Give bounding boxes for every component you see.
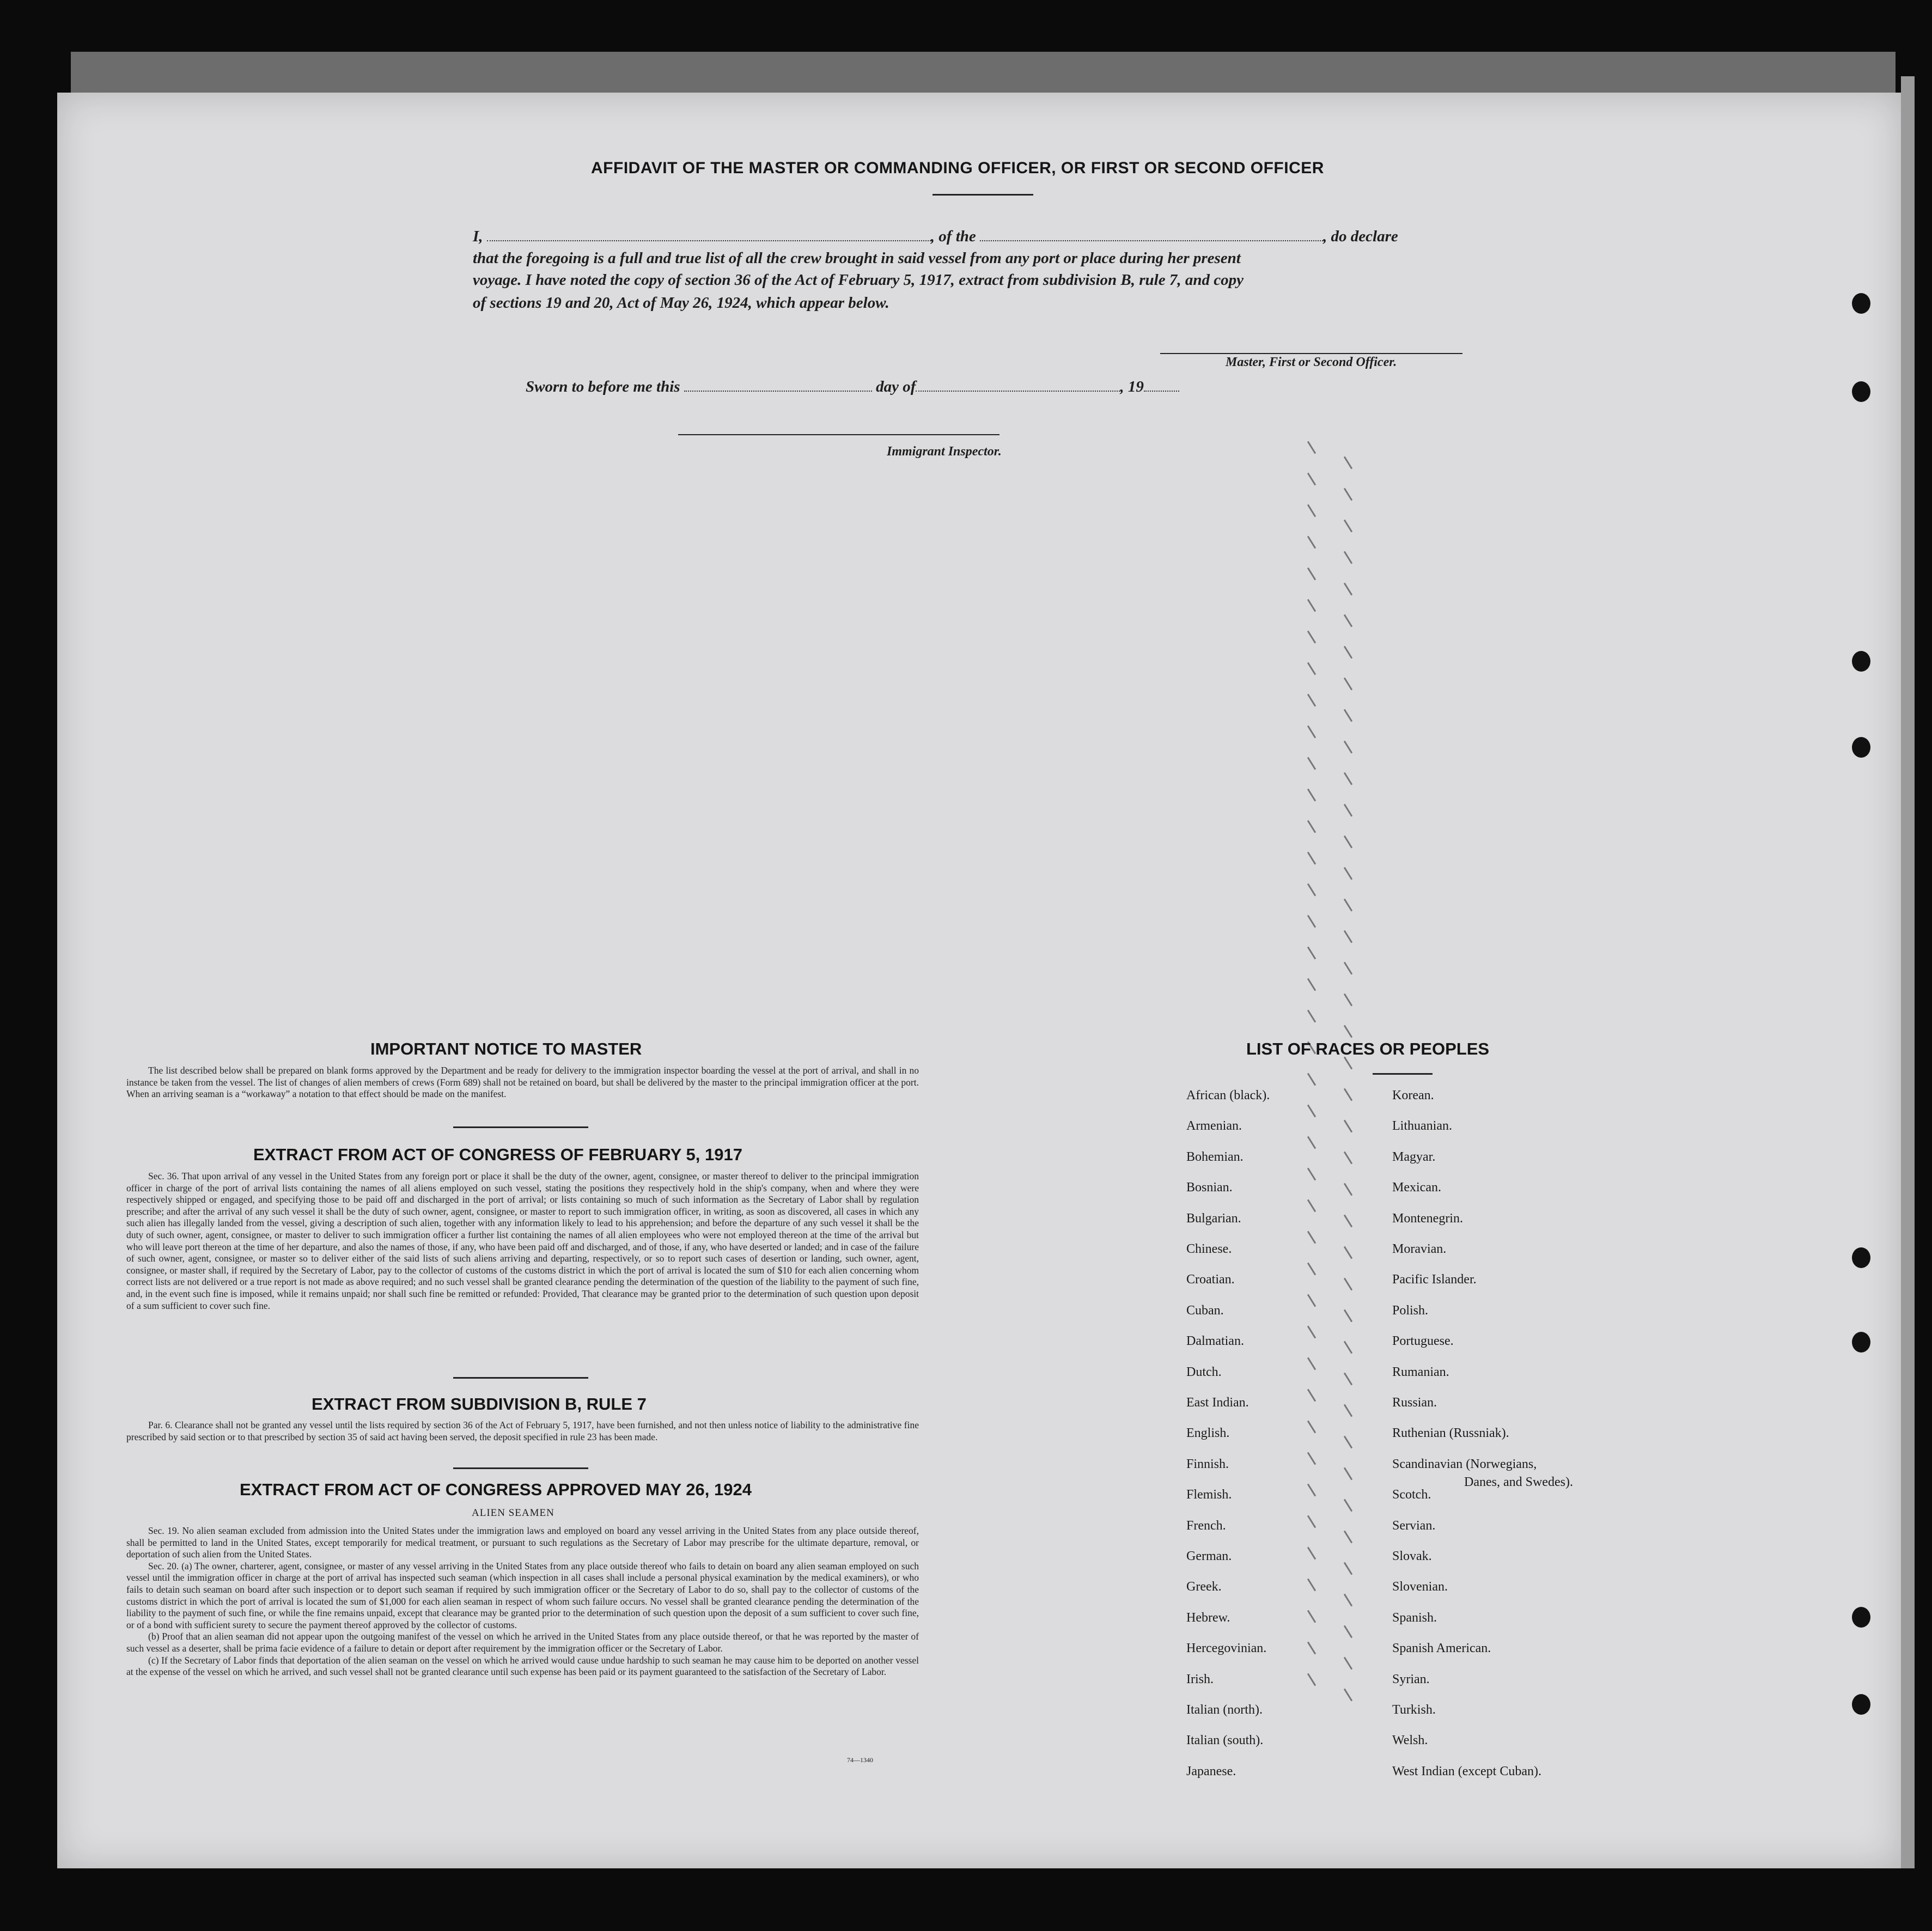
- race-item: Russian.: [1392, 1396, 1437, 1410]
- year-label: , 19: [1120, 378, 1144, 395]
- year-blank: [1144, 391, 1179, 392]
- extract-rule7-body: [126, 1420, 919, 1443]
- declaration-line-2: that the foregoing is a full and true list of all the crew brought in said vessel from any port or place during her present: [473, 249, 1241, 267]
- sec20a-paragraph: Sec. 20. (a) The owner, charterer, agent, consignee, or master of any vessel arriving in the United States from any place outside thereof who fails to detain on board any alien seaman employed on such vessel until the immigration officer in charge at the port of arrival has inspected such seaman (which inspection in all cases shall include a personal physical examination by the medical examiners), or who fails to detain such seaman on board after such inspection or to deport such seaman if required by such immigration officer or the Secretary of Labor to do so, shall pay to the collector of customs of the customs district in which the port of arrival is located the sum of $1,000 for each alien seaman in respect of whom such failure occurs. No vessel shall be granted clearance pending the determination of the liability to the payment of such fine, or while the fine remains unpaid, except that clearance may be granted prior to the determination of such question upon the deposit of a sum sufficient to cover such fine, or of a bond with sufficient surety to secure the payment thereof approved by the collector of customs.: [126, 1560, 919, 1630]
- race-item: Hebrew.: [1186, 1610, 1230, 1625]
- race-item: Cuban.: [1186, 1303, 1224, 1318]
- race-item: Montenegrin.: [1392, 1211, 1463, 1226]
- race-item: Scandinavian (Norwegians,: [1392, 1457, 1537, 1471]
- race-item: German.: [1186, 1549, 1232, 1563]
- race-item: Italian (north).: [1186, 1703, 1263, 1717]
- declaration-line-4: of sections 19 and 20, Act of May 26, 1924, which appear below.: [473, 294, 889, 312]
- race-item: Armenian.: [1186, 1119, 1242, 1134]
- race-item: Croatian.: [1186, 1272, 1235, 1287]
- race-item: Chinese.: [1186, 1242, 1232, 1256]
- race-item: Magyar.: [1392, 1149, 1436, 1164]
- section-rule: [453, 1467, 588, 1469]
- race-item: Spanish American.: [1392, 1641, 1491, 1656]
- declaration-line-1: [473, 228, 1398, 246]
- race-item: Pacific Islander.: [1392, 1272, 1477, 1287]
- race-item: Bosnian.: [1186, 1180, 1233, 1195]
- sec36-paragraph: Sec. 36. That upon arrival of any vessel in the United States from any foreign port or place it shall be the duty of the owner, agent, consignee, or master thereof to deliver to the principal immigration officer in charge of the port of arrival lists containing the names of all aliens employed on such vessel, stating the positions they respectively hold in the ship's company, when and where they were respectively shipped or engaged, and specifying those to be paid off and discharged in the port of arrival; or lists containing so much of such information as the Secretary of Labor shall by regulation prescribe; and after the arrival of any such vessel it shall be the duty of such owner, agent, consignee, or master to report to such immigration officer, in writing, as soon as discovered, all cases in which any such alien has illegally landed from the vessel, giving a description of such alien, together with any information likely to lead to his apprehension; and before the departure of any such vessel it shall be the duty of such owner, agent, consignee, or master to deliver to such immigration officer a further list containing the names of all alien employees who were not employed thereon at the time of the arrival but who will leave port thereon at the time of her departure, and also the names of those, if any, who have been paid off and discharged, and of those, if any, who have deserted or landed; and in case of the failure of such owner, agent, consignee, or master so to deliver either of the said lists of such aliens arriving and departing, respectively, or so to report such cases of desertion or landing, such owner, agent, consignee, or master shall, if required by the Secretary of Labor, pay to the collector of customs of the customs district in which the port of arrival is located the sum of $10 for each alien concerning whom correct lists are not delivered or a true report is not made as above required; and no such vessel shall be granted clearance pending the determination of the question of the liability to the payment of such fine, and, in the event such fine is imposed, while it remains unpaid; nor shall such fine be remitted or refunded: Provided, That clearance may be granted prior to the determination of such question upon deposit of a sum sufficient to cover such fine.: [126, 1171, 919, 1311]
- rule7-paragraph: Par. 6. Clearance shall not be granted any vessel until the lists required by section 36 of the Act of February 5, 1917, have been furnished, and not then unless notice of liability to the administrative fine prescribed by said section or to that prescribed by section 35 of said act having been served, the deposit specified in rule 23 has been made.: [126, 1420, 919, 1442]
- binder-hole: [1852, 293, 1870, 314]
- race-item: Slovenian.: [1392, 1580, 1448, 1594]
- race-item: West Indian (except Cuban).: [1392, 1764, 1541, 1778]
- race-item: Ruthenian (Russniak).: [1392, 1426, 1509, 1441]
- race-item: Dutch.: [1186, 1365, 1222, 1379]
- binder-hole: [1852, 1247, 1870, 1268]
- declaration-of-the: , of the: [930, 228, 976, 245]
- affidavit-title: AFFIDAVIT OF THE MASTER OR COMMANDING OFFICER, OR FIRST OR SECOND OFFICER: [591, 159, 1324, 177]
- binder-hole: [1852, 1607, 1870, 1628]
- race-item: Finnish.: [1186, 1457, 1229, 1471]
- extract-1924-body: [126, 1525, 919, 1678]
- race-item: Irish.: [1186, 1672, 1214, 1686]
- race-item: Italian (south).: [1186, 1733, 1264, 1748]
- master-caption: Master, First or Second Officer.: [1226, 355, 1397, 369]
- sworn-line: [526, 378, 1179, 396]
- declaration-i: I,: [473, 228, 483, 245]
- race-item: Lithuanian.: [1392, 1119, 1452, 1134]
- race-item: African (black).: [1186, 1088, 1270, 1102]
- race-item: Rumanian.: [1392, 1365, 1449, 1379]
- binder-hole: [1852, 1694, 1870, 1715]
- binder-hole: [1852, 737, 1870, 758]
- race-item: Servian.: [1392, 1518, 1436, 1533]
- section-rule: [453, 1377, 588, 1379]
- master-signature-line: [1160, 353, 1462, 354]
- race-item: Mexican.: [1392, 1180, 1441, 1195]
- race-item: Flemish.: [1186, 1488, 1232, 1502]
- race-item: Hercegovinian.: [1186, 1641, 1267, 1656]
- inspector-signature-line: [678, 434, 999, 435]
- name-blank: [487, 240, 931, 241]
- race-item: East Indian.: [1186, 1396, 1249, 1410]
- declaration-line-3: voyage. I have noted the copy of section 36 of the Act of February 5, 1917, extract from subdivision B, rule 7, and copy: [473, 271, 1244, 289]
- page-right-edge: [1901, 76, 1915, 1868]
- inspector-caption: Immigrant Inspector.: [887, 444, 1002, 459]
- sworn-label: Sworn to before me this: [526, 378, 680, 395]
- sec19-paragraph: Sec. 19. No alien seaman excluded from admission into the United States under the immigration laws and employed on board any vessel arriving in the United States from any place outside thereof, shall be permitted to land in the United States, except temporarily for medical treatment, or pursuant to such regulations as the Secretary of Labor may prescribe for the ultimate departure, removal, or deportation of such alien from the United States.: [126, 1525, 919, 1560]
- race-item: French.: [1186, 1518, 1226, 1533]
- race-item: Moravian.: [1392, 1242, 1447, 1256]
- notice-paragraph: The list described below shall be prepared on blank forms approved by the Department and be ready for delivery to the immigration inspector boarding the vessel at the port of arrival, and shall in no instance be taken from the vessel. The list of changes of alien members of crews (Form 689) shall not be retained on board, but shall be delivered by the master to the principal immigration officer at the port. When an arriving seaman is a “workaway” a notation to that effect should be made on the manifest.: [126, 1065, 919, 1100]
- alien-seamen-subtitle: ALIEN SEAMEN: [472, 1507, 554, 1519]
- day-of-label: day of: [876, 378, 916, 395]
- form-number: 74—1340: [847, 1756, 873, 1764]
- race-scandinavian-continued: Danes, and Swedes).: [1464, 1475, 1573, 1489]
- race-item: Bohemian.: [1186, 1149, 1244, 1164]
- races-title: LIST OF RACES OR PEOPLES: [1246, 1039, 1490, 1058]
- vessel-blank: [980, 240, 1323, 241]
- notice-title: IMPORTANT NOTICE TO MASTER: [370, 1039, 642, 1058]
- race-item: Polish.: [1392, 1303, 1429, 1318]
- races-rule: [1373, 1073, 1433, 1075]
- race-item: Scotch.: [1392, 1488, 1431, 1502]
- extract-1917-body: [126, 1171, 919, 1312]
- race-item: Syrian.: [1392, 1672, 1430, 1686]
- binder-hole: [1852, 381, 1870, 402]
- race-item: English.: [1186, 1426, 1230, 1441]
- race-item: Slovak.: [1392, 1549, 1432, 1563]
- race-item: Spanish.: [1392, 1610, 1437, 1625]
- binder-hole: [1852, 1332, 1870, 1353]
- sec20c-paragraph: (c) If the Secretary of Labor finds that deportation of the alien seaman on the vessel on which he arrived would cause undue hardship to such seaman he may cause him to be deported on another vessel at the expense of the vessel on which he arrived, and such vessel shall not be granted clearance until such expense has been paid or its payment guaranteed to the satisfaction of the Secretary of Labor.: [126, 1654, 919, 1678]
- race-item: Japanese.: [1186, 1764, 1236, 1778]
- race-item: Greek.: [1186, 1580, 1222, 1594]
- race-item: Korean.: [1392, 1088, 1434, 1102]
- extract-rule7-title: EXTRACT FROM SUBDIVISION B, RULE 7: [312, 1394, 647, 1414]
- extract-1924-title: EXTRACT FROM ACT OF CONGRESS APPROVED MAY 26, 1924: [240, 1480, 752, 1499]
- month-blank: [916, 391, 1120, 392]
- binder-hole: [1852, 651, 1870, 672]
- day-blank: [684, 391, 872, 392]
- race-item: Bulgarian.: [1186, 1211, 1241, 1226]
- race-item: Portuguese.: [1392, 1334, 1454, 1349]
- section-rule: [453, 1126, 588, 1128]
- notice-body: [126, 1065, 919, 1100]
- sec20b-paragraph: (b) Proof that an alien seaman did not appear upon the outgoing manifest of the vessel on which he arrived in the United States from any place outside thereof, or that he was reported by the master of such vessel as a deserter, shall be prima facie evidence of a failure to detain or deport after requirement by the immigration officer or the Secretary of Labor.: [126, 1631, 919, 1654]
- race-item: Welsh.: [1392, 1733, 1428, 1748]
- title-rule: [933, 194, 1033, 196]
- race-item: Dalmatian.: [1186, 1334, 1244, 1349]
- declaration-do-declare: , do declare: [1323, 228, 1398, 245]
- extract-1917-title: EXTRACT FROM ACT OF CONGRESS OF FEBRUARY 5, 1917: [253, 1145, 742, 1164]
- race-item: Turkish.: [1392, 1703, 1436, 1717]
